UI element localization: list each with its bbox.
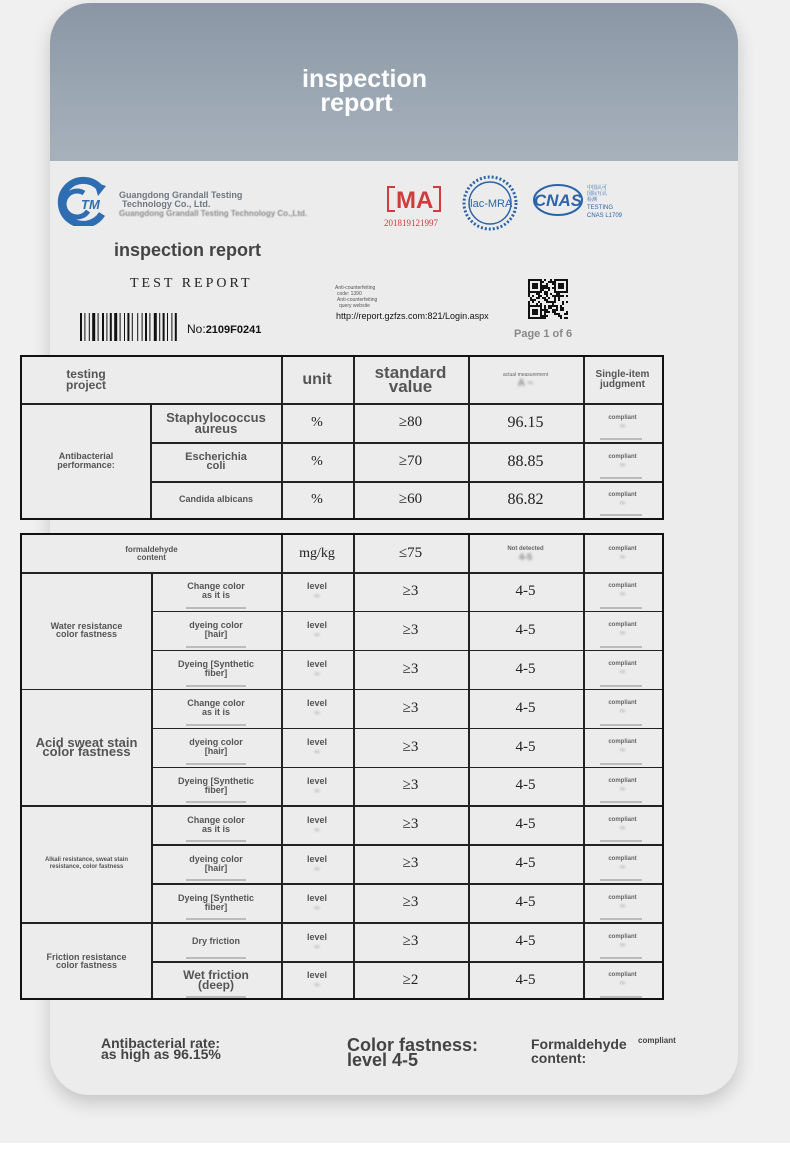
lab-name-line2: Technology Co., Ltd. [122,199,211,209]
anti-line: query website [339,303,370,309]
standard-cell: ≥60 [398,491,423,507]
page-bottom-band [0,1143,790,1174]
standard-cell: ≥3 [402,582,419,599]
standard-cell: ≥3 [402,621,419,638]
item-label: Dyeing [Synthetic fiber] [177,892,254,912]
measured-value-cell: 4-5 [515,621,536,638]
lab-name-line1: Guangdong Grandall Testing [119,190,243,200]
header-standard-value: standard value [374,363,447,396]
standard-cell: ≥2 [402,971,419,988]
svg-text:CNAS L1709: CNAS L1709 [587,213,623,219]
unit-cell: level [306,581,328,592]
standard-cell: ≥3 [402,933,419,950]
unit-cell: level [306,737,328,748]
summary-color-fastness: Color fastness: level 4-5 [347,1035,479,1070]
judgment-cell: compliant [608,739,637,746]
group-label: Water resistance color fastness [50,621,123,640]
report-no-value: 2109F0241 [205,324,262,336]
anti-line: Anti-counterfeiting [335,285,376,291]
anti-counterfeit-info [335,285,377,309]
judgment-cell: compliant [608,453,637,460]
report-subtitle: TEST REPORT [130,276,253,291]
svg-text:中国认可: 中国认可 [587,185,608,191]
formaldehyde-label: formaldehyde content [125,544,178,562]
standard-cell: ≥80 [398,414,423,430]
summary-antibacterial-rate: Antibacterial rate: as high as 96.15% [101,1035,221,1062]
formaldehyde-value: Not detected [507,545,544,552]
measured-value-cell: 4-5 [515,777,536,794]
cnas-logo-icon [533,181,628,221]
measured-value-cell: 4-5 [515,738,536,755]
group-label: Acid sweat stain color fastness [35,735,138,760]
barcode-icon [80,313,178,341]
item-label: Change color as it is [187,698,245,718]
item-label: Candida albicans [178,494,254,504]
judgment-cell: compliant [608,816,637,823]
summary-formaldehyde: Formaldehyde content: [531,1036,627,1066]
svg-text:国际互认: 国际互认 [587,191,608,197]
standard-cell: ≥3 [402,777,419,794]
header-banner [50,3,738,161]
header-single-item-judgment: Single-item judgment [595,369,650,390]
ilac-mra-logo-icon [462,175,518,231]
anti-line: Anti-counterfeiting [337,297,378,303]
header-title-line1: inspection [302,65,428,93]
report-title: inspection report [114,240,262,260]
unit-cell: level [306,775,328,786]
unit-cell: level [306,892,328,903]
formaldehyde-standard: ≤75 [398,545,423,561]
header-actual-measurement: actual measurement [502,371,549,378]
standard-cell: ≥3 [402,894,419,911]
unit-cell: level [306,659,328,670]
measured-value-cell: 96.15 [507,413,544,431]
cma-number: 201819121997 [384,218,438,228]
judgment-cell: compliant [608,894,637,901]
formaldehyde-unit: mg/kg [299,545,335,561]
group-antibacterial-performance: Antibacterial performance: [57,450,115,470]
header-testing-project: testing project [65,367,106,392]
judgment-cell: compliant [608,414,637,421]
judgment-cell: compliant [608,933,637,940]
measured-value-cell: 4-5 [515,582,536,599]
unit-cell: % [311,453,323,469]
judgment-cell: compliant [608,661,637,668]
judgment-cell: compliant [608,583,637,590]
item-label: Dyeing [Synthetic fiber] [177,775,254,795]
svg-text:检测: 检测 [587,197,598,203]
judgment-cell: compliant [608,622,637,629]
formaldehyde-judgment: compliant [608,545,637,552]
standard-cell: ≥3 [402,738,419,755]
svg-text:MA: MA [396,187,434,214]
item-label: Change color as it is [187,581,245,601]
measured-value-cell: 88.85 [507,452,544,470]
page-indicator: Page 1 of 6 [514,328,573,340]
qr-code-icon [528,279,568,319]
standard-cell: ≥70 [398,453,423,469]
standard-cell: ≥3 [402,699,419,716]
header-title-line2: report [320,89,393,117]
item-label: Dyeing [Synthetic fiber] [177,659,254,679]
header-title [302,67,427,115]
cnas-text: CNAS [533,191,583,210]
summary-formaldehyde-badge: compliant [638,1036,676,1045]
measured-value-cell: 4-5 [515,816,536,833]
group-label: Friction resistance color fastness [46,951,127,970]
unit-cell: level [306,814,328,825]
color-fastness-table: formaldehyde content mg/kg ≤75 Not detected 4-5 compliant ~ Change color as it is level ~ ≥3 4-5 compliant ~ dyeing color [hair] level ~ ≥3 4-5 compliant ~ Dyeing [Synthetic fiber] level ~ ≥3 4-5 compliant ~ Water resistance color fastness Change color as it is level ~ ≥3 4-5 compliant ~ dyeing color [hair] level ~ ≥3 4-5 compliant ~ Dyeing [Synthetic fiber] level ~ ≥3 4-5 compliant ~ Acid sweat stain color fastness Change color as it is level ~ ≥3 4-5 compliant ~ dyeing color [hair] level ~ ≥3 4-5 compliant ~ Dyeing [Synthetic fiber] level ~ ≥3 4-5 compliant ~ Alkali resistance, sweat stain resistance, color fastness Dry friction level ~ ≥3 4-5 compliant ~ Wet friction (deep) level ~ ≥2 4-5 compliant ~ Friction resistance color fastness [20,533,664,1000]
item-label: Wet friction (deep) [183,968,249,993]
unit-cell: level [306,620,328,631]
unit-cell: level [306,698,328,709]
svg-text:TM: TM [81,197,100,212]
measured-value-cell: 4-5 [515,699,536,716]
svg-text:ilac-MRA: ilac-MRA [467,198,513,210]
unit-cell: level [306,970,328,981]
item-label: Escherichia coli [185,450,247,472]
svg-text:TESTING: TESTING [587,205,614,211]
item-label: dyeing color [hair] [189,620,243,640]
measured-value-cell: 4-5 [515,933,536,950]
item-label: Change color as it is [187,814,245,834]
group-label: Alkali resistance, sweat stain resistance, color fastness [44,856,129,870]
judgment-cell: compliant [608,491,637,498]
header-unit: unit [302,371,332,388]
measured-value-cell: 4-5 [515,971,536,988]
measured-value-cell: 86.82 [507,490,544,508]
unit-cell: % [311,491,323,507]
measured-value-cell: 4-5 [515,894,536,911]
unit-cell: level [306,853,328,864]
antibacterial-table: testing project unit standard value actual measurement A ~ Single-item judgment Antibacterial performance: Staphylococcus aureus % ≥80 96.15 compliant ~ Escherichia coli % ≥70 88.85 compliant ~ Candida albicans % ≥60 86.82 compliant ~ [20,355,664,520]
measured-value-cell: 4-5 [515,855,536,872]
lab-name: Guangdong Grandall Testing Technology Co., Ltd. Guangdong Grandall Testing Technology Co.,Ltd. [119,190,308,218]
verification-url[interactable]: http://report.gzfzs.com:821/Login.aspx [336,311,489,321]
unit-cell: level [306,931,328,942]
item-label: dyeing color [hair] [189,853,243,873]
judgment-cell: compliant [608,777,637,784]
report-no-label: No: [187,322,206,336]
grandall-logo-icon [54,176,110,226]
standard-cell: ≥3 [402,660,419,677]
anti-line: code: 1390 [337,291,362,297]
report-number [187,322,261,336]
measured-value-cell: 4-5 [515,660,536,677]
standard-cell: ≥3 [402,855,419,872]
item-label: dyeing color [hair] [189,737,243,757]
standard-cell: ≥3 [402,816,419,833]
item-label: Dry friction [191,936,240,947]
unit-cell: % [311,414,323,430]
judgment-cell: compliant [608,700,637,707]
judgment-cell: compliant [608,972,637,979]
item-label: Staphylococcus aureus [166,409,266,436]
judgment-cell: compliant [608,855,637,862]
